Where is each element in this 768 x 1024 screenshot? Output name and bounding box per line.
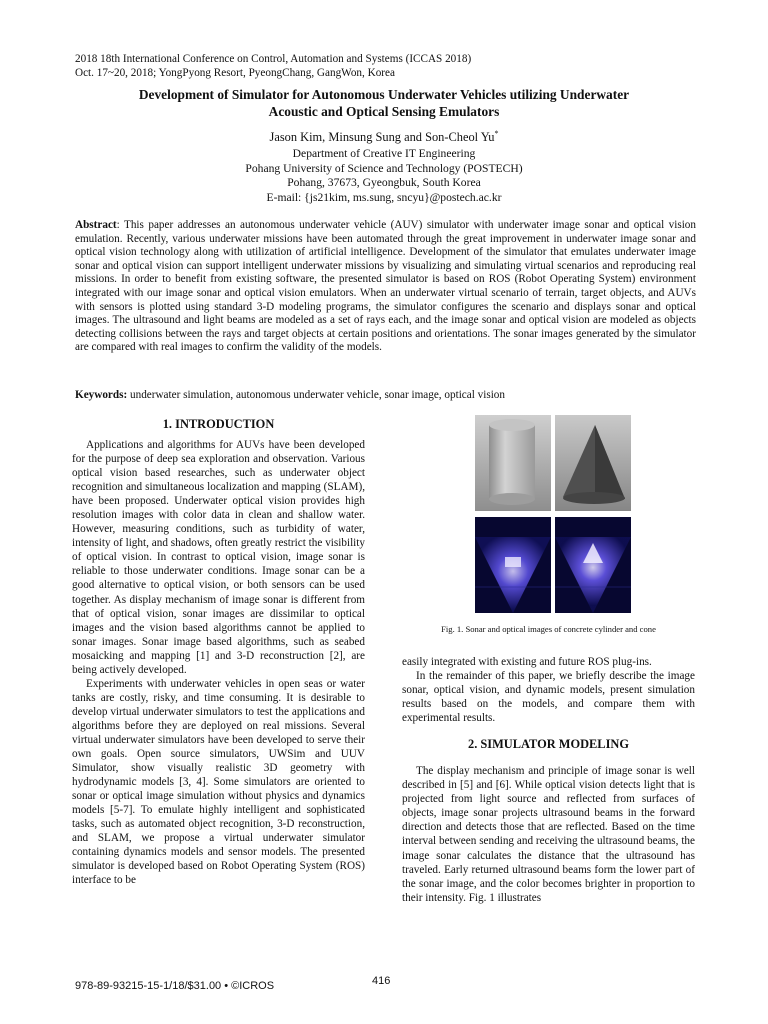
section-heading-introduction: 1. INTRODUCTION — [162, 417, 275, 431]
page-number: 416 — [372, 975, 391, 987]
right-paragraph-3: The display mechanism and principle of image sonar is well described in [5] and [6]. While optical vision detects light that is projected from light source and reflected from surfaces of objects, image sonar projects ultrasound beams in the forward direction and detects those that are reflected. Based on the time interval between sending and receiving the ultrasound beams, the image sonar calculates the distance that the ultrasound has traveled. Early returned ultrasound beams form the lower part of the sonar image, and the color becomes brighter in proportion to their intensity. Fig. 1 illustrates — [402, 765, 695, 904]
author-names: Jason Kim, Minsung Sung and Son-Cheol Yu — [269, 130, 495, 145]
author-list — [60, 126, 708, 145]
figure-1 — [475, 415, 631, 615]
keywords — [75, 388, 696, 402]
affiliation-email: E-mail: {js21kim, ms.sung, sncyu}@postech.ac.kr — [266, 190, 502, 204]
optical-image-cylinder — [475, 415, 551, 511]
title-line-2: Acoustic and Optical Sensing Emulators — [268, 104, 500, 119]
right-paragraph-1: easily integrated with existing and future ROS plug-ins. — [402, 656, 652, 668]
sonar-image-cone — [555, 517, 631, 613]
paper-title — [60, 86, 708, 120]
footer-isbn: 978-89-93215-15-1/18/$31.00 • ©ICROS — [75, 980, 275, 992]
abstract-text: : This paper addresses an autonomous underwater vehicle (AUV) simulator with underwater image sonar and optical vision emulation. Recently, various underwater missions have been automated through the great improvement in underwater image sonar and optical vision technology along with utilization of artificial intelligence. Development of the simulator that emulates underwater image sonar and optical vision can support intelligent underwater missions by visualizing and simulating virtual scenarios and reproducing real missions. In order to benefit from existing software, the presented simulator is based on ROS (Robot Operating System) environment integrated with our image sonar and optical vision emulators. When an underwater virtual scenario of terrain, target objects, and AUVs with sensors is plotted using standard 3-D modeling programs, the simulator configures the scenario and displays sonar and optical images. The ultrasound and light beams are modeled as a set of rays each, and the image sonar and optical vision are modeled as objects detecting collisions between the rays and target objects at certain positions and orientations. The sonar images generated by the simulator are compared with real images to confirm the validity of the models. — [75, 219, 696, 354]
conference-header — [75, 52, 471, 80]
left-column — [72, 417, 365, 888]
conference-line-1: 2018 18th International Conference on Control, Automation and Systems (ICCAS 2018) — [75, 53, 472, 65]
sonar-image-cylinder — [475, 517, 551, 613]
right-column — [402, 655, 695, 905]
right-paragraph-2: In the remainder of this paper, we briefly describe the image sonar, optical vision, and dynamic models, present simulation results based on the models, and compare them with experimental results. — [402, 670, 695, 725]
abstract-label: Abstract — [75, 219, 117, 231]
figure-1-caption: Fig. 1. Sonar and optical images of concrete cylinder and cone — [441, 624, 656, 634]
abstract — [75, 219, 696, 355]
affiliation-university: Pohang University of Science and Technology (POSTECH) — [245, 161, 523, 175]
keywords-label: Keywords: — [75, 389, 128, 401]
affiliation-dept: Department of Creative IT Engineering — [292, 147, 476, 160]
affiliation-address: Pohang, 37673, Gyeongbuk, South Korea — [287, 176, 481, 189]
keywords-text: underwater simulation, autonomous underwater vehicle, sonar image, optical vision — [127, 389, 505, 401]
corresponding-marker: * — [494, 129, 499, 138]
conference-line-2: Oct. 17~20, 2018; YongPyong Resort, PyeongChang, GangWon, Korea — [75, 67, 395, 79]
title-line-1: Development of Simulator for Autonomous Underwater Vehicles utilizing Underwater — [138, 87, 630, 102]
intro-paragraph-2: Experiments with underwater vehicles in open seas or water tanks are costly, risky, and time consuming. It is desirable to develop virtual underwater simulators to test the applications and algorithms before they are deployed on real missions. Several virtual underwater simulators have been developed to serve their own goals. Open source simulators, UWSim and UUV Simulator, show visually realistic 3D geometry with hydrodynamic models [3, 4]. Some simulators are oriented to sonar or optical image simulation without physics and dynamics models [5-7]. To emulate highly intelligent and sophisticated tasks, such as automated object recognition, 3-D reconstruction, and SLAM, we propose a virtual underwater simulator containing dynamics models and sensor models. The presented simulator is developed based on Robot Operating System (ROS) interface to be — [72, 677, 365, 887]
section-heading-simulator-modeling: 2. SIMULATOR MODELING — [468, 737, 629, 752]
optical-image-cone — [555, 415, 631, 511]
affiliation — [60, 147, 708, 205]
intro-paragraph-1: Applications and algorithms for AUVs have been developed for the purpose of deep sea exploration and observation. Various optical vision based researches, such as underwater object recognition and simultaneous localization and mapping (SLAM), have been proposed. Underwater optical vision provides high resolution images with color data in clean and shallow water. However, measuring conditions, such as turbidity of water, intensity of light, and shadows, often greatly restrict the visibility of optical vision. In contrast to optical vision, image sonar is reliable to those underwater conditions. Image sonar can be a good alternative to optical vision, or both sensors can be used together. As display mechanism of image sonar is different from that of optical vision, sonar images are dissimilar to optical images and the vision based algorithms cannot be applied to sonar images. Sonar image based algorithms, such as seabed mosaicking and mapping [1] and 3-D reconstruction [2], are being actively developed. — [72, 439, 365, 676]
